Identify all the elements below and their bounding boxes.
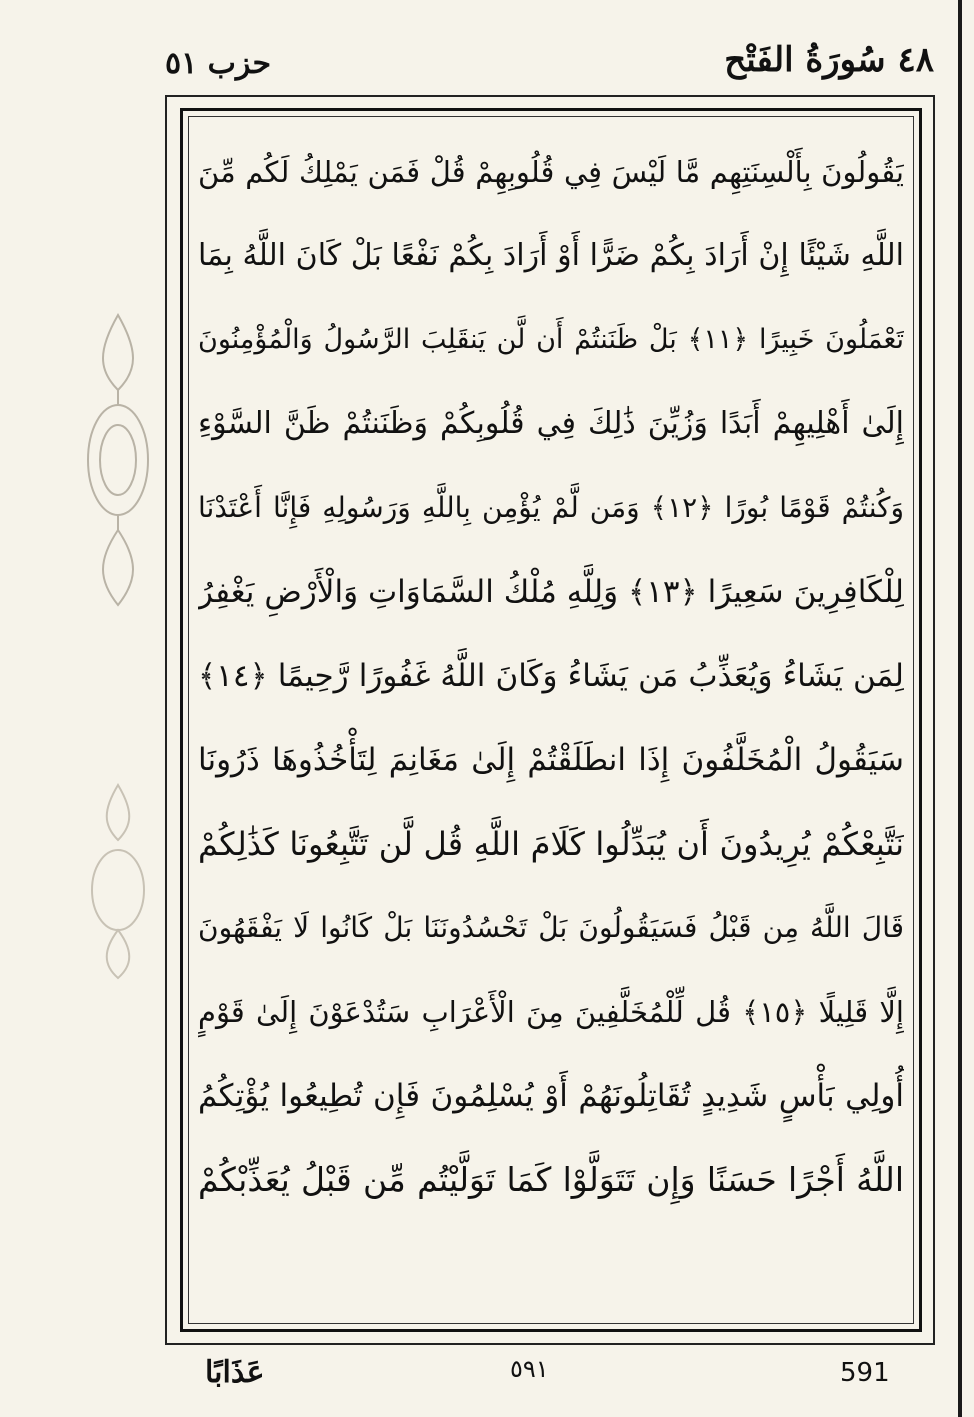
text-line: لِلْكَافِرِينَ سَعِيرًا ﴿١٣﴾ وَلِلَّهِ مُلْكُ السَّمَاوَاتِ وَالْأَرْضِ يَغْفِرُ <box>198 574 904 610</box>
page-number-latin: 591 <box>840 1358 890 1388</box>
text-line: يَقُولُونَ بِأَلْسِنَتِهِم مَّا لَيْسَ فِي قُلُوبِهِمْ قُلْ فَمَن يَمْلِكُ لَكُم مِّنَ <box>198 155 904 189</box>
margin-ornament-icon <box>78 310 158 610</box>
text-line: اللَّهُ أَجْرًا حَسَنًا وَإِن تَتَوَلَّوْا كَمَا تَوَلَّيْتُم مِّن قَبْلُ يُعَذِّبْكُمْ <box>198 1160 904 1199</box>
catchword: عَذَابًا <box>205 1355 265 1390</box>
text-line: إِلَّا قَلِيلًا ﴿١٥﴾ قُل لِّلْمُخَلَّفِينَ مِنَ الْأَعْرَابِ سَتُدْعَوْنَ إِلَىٰ قَوْمٍ <box>198 995 904 1029</box>
text-line: تَعْمَلُونَ خَبِيرًا ﴿١١﴾ بَلْ ظَنَنتُمْ أَن لَّن يَنقَلِبَ الرَّسُولُ وَالْمُؤْمِنُونَ <box>198 324 904 355</box>
text-line: أُولِي بَأْسٍ شَدِيدٍ تُقَاتِلُونَهُمْ أَوْ يُسْلِمُونَ فَإِن تُطِيعُوا يُؤْتِكُمُ <box>198 1078 904 1114</box>
quran-text-block <box>198 130 904 1310</box>
hizb-label: حزب ٥١ <box>165 46 272 81</box>
text-line: وَكُنتُمْ قَوْمًا بُورًا ﴿١٢﴾ وَمَن لَّمْ يُؤْمِن بِاللَّهِ وَرَسُولِهِ فَإِنَّا أَعْتَدْنَا <box>198 491 904 524</box>
page-header <box>165 40 934 100</box>
text-line: نَتَّبِعْكُمْ يُرِيدُونَ أَن يُبَدِّلُوا كَلَامَ اللَّهِ قُل لَّن تَتَّبِعُونَا كَذَٰلِكُمْ <box>198 825 904 863</box>
text-line: سَيَقُولُ الْمُخَلَّفُونَ إِذَا انطَلَقْتُمْ إِلَىٰ مَغَانِمَ لِتَأْخُذُوهَا ذَرُونَا <box>198 742 904 778</box>
text-line: قَالَ اللَّهُ مِن قَبْلُ فَسَيَقُولُونَ بَلْ تَحْسُدُونَنَا بَلْ كَانُوا لَا يَفْقَهُونَ <box>198 911 904 944</box>
surah-title: ٤٨ سُورَةُ الفَتْح <box>724 40 934 80</box>
page-binding-edge <box>958 0 962 1417</box>
text-line: لِمَن يَشَاءُ وَيُعَذِّبُ مَن يَشَاءُ وَكَانَ اللَّهُ غَفُورًا رَّحِيمًا ﴿١٤﴾ <box>198 658 904 694</box>
text-line: إِلَىٰ أَهْلِيهِمْ أَبَدًا وَزُيِّنَ ذَٰلِكَ فِي قُلُوبِكُمْ وَظَنَنتُمْ ظَنَّ السَّوْءِ <box>198 406 904 441</box>
margin-ornament-small-icon <box>78 780 158 980</box>
page-number-arabic: ٥٩١ <box>510 1355 549 1383</box>
text-line: اللَّهِ شَيْئًا إِنْ أَرَادَ بِكُمْ ضَرًّا أَوْ أَرَادَ بِكُمْ نَفْعًا بَلْ كَانَ اللَّهُ بِمَا <box>198 238 904 273</box>
